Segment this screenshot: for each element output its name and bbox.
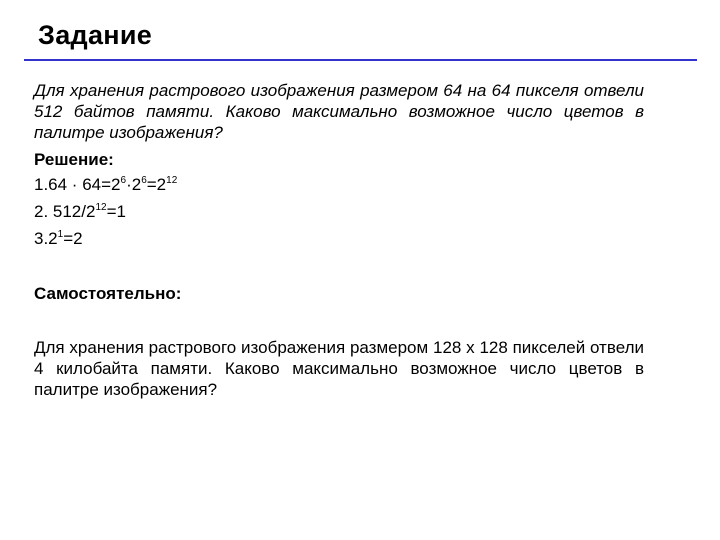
step-exponent: 6 <box>141 175 147 186</box>
self-study-heading: Самостоятельно: <box>34 284 182 303</box>
title-divider <box>24 59 697 61</box>
step-text: ·2 <box>126 175 142 194</box>
slide-title: Задание <box>38 20 153 50</box>
step-exponent: 12 <box>166 175 178 186</box>
step-exponent: 1 <box>57 229 64 240</box>
self-study-task-text: Для хранения растрового изображения размером 128 х 128 пикселей отвели 4 килобайта памяти. Каково максимально возможное число цветов в палитре изображения? <box>34 338 644 399</box>
step-text: 2. 512/2 <box>34 202 96 221</box>
slide-content <box>34 80 644 399</box>
solution-step-3 <box>34 225 644 252</box>
task-text: Для хранения растрового изображения размером 64 на 64 пикселя отвели 512 байтов памяти. Каково максимально возможное число цветов в палитре изображения? <box>34 81 644 142</box>
step-text: 1.64 · 64=2 <box>34 175 121 194</box>
solution-heading: Решение: <box>34 150 114 169</box>
step-text: =2 <box>63 229 83 248</box>
solution-step-1 <box>34 171 644 198</box>
step-exponent: 12 <box>95 202 107 213</box>
step-text: 3.2 <box>34 229 58 248</box>
step-exponent: 6 <box>120 175 127 186</box>
step-text: =2 <box>146 175 167 194</box>
solution-step-2 <box>34 198 644 225</box>
step-text: =1 <box>106 202 126 221</box>
